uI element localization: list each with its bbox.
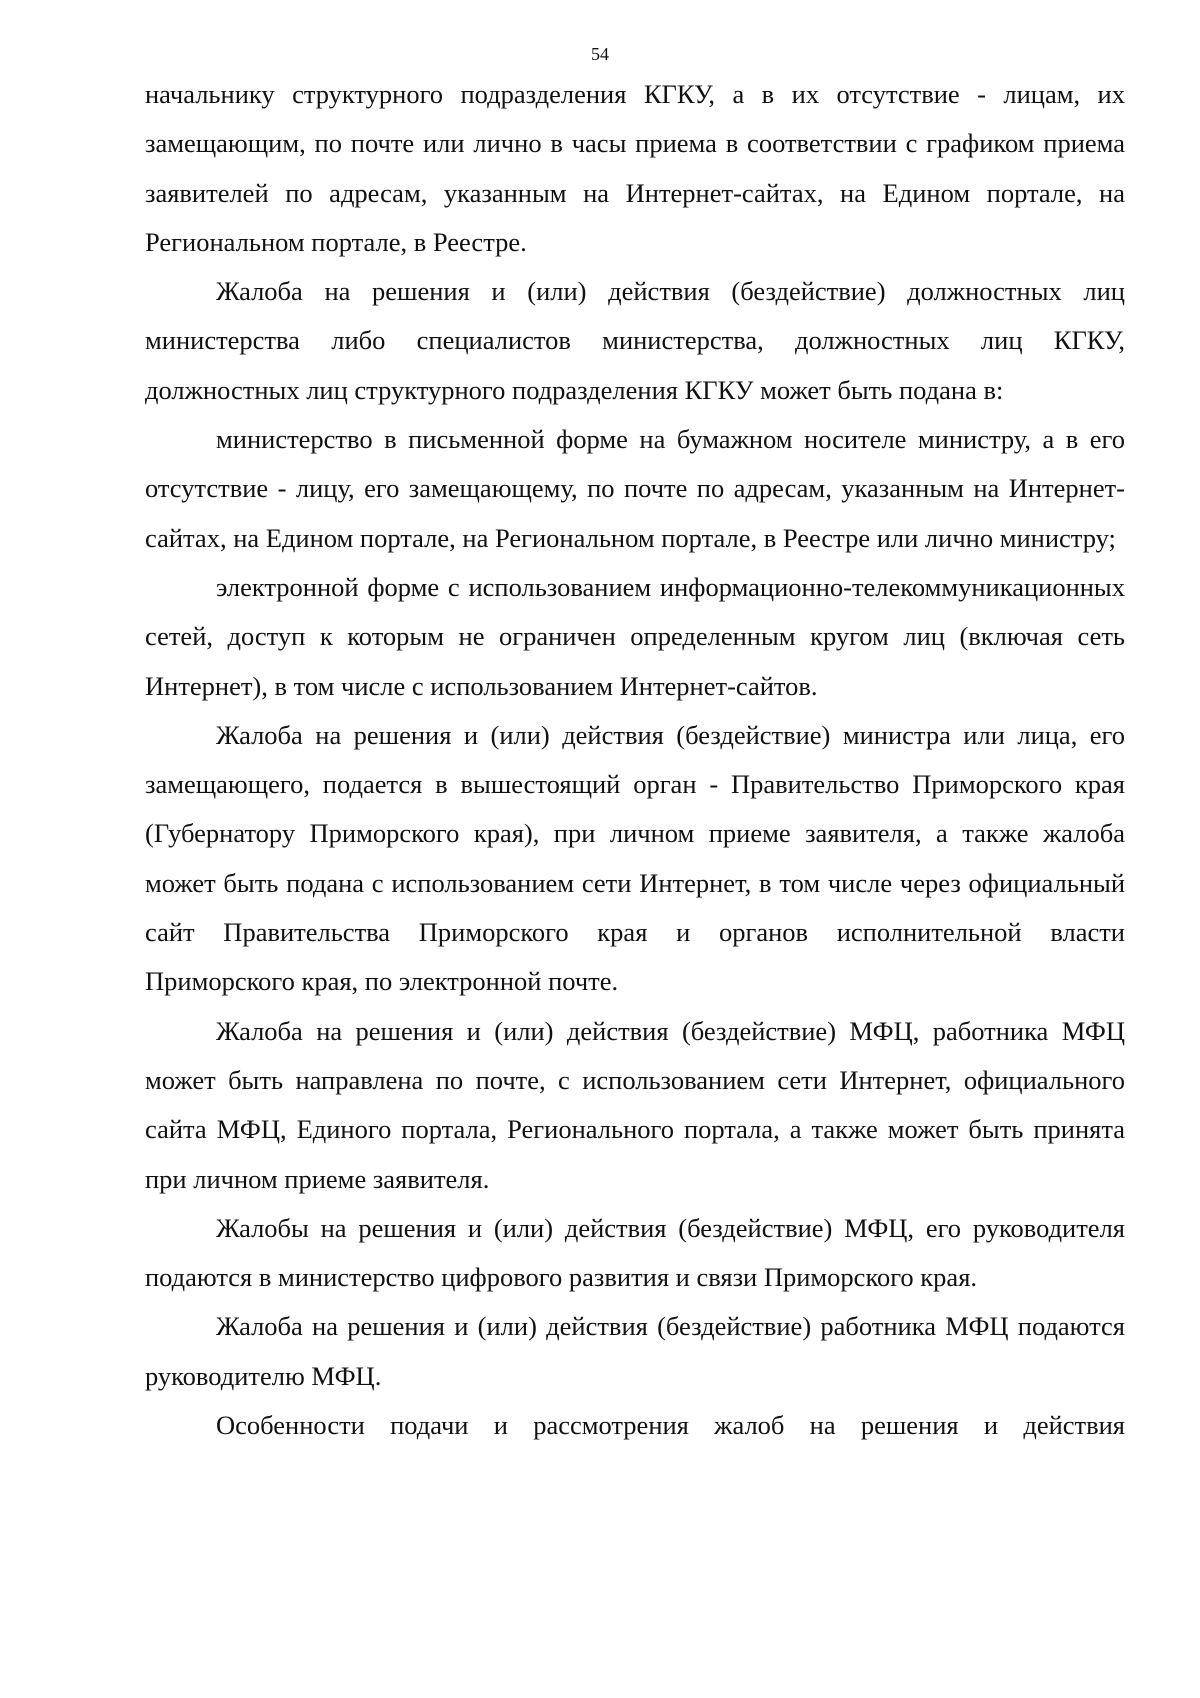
paragraph-continuation: начальнику структурного подразделения КГКУ, а в их отсутствие - лицам, их замещающим, по почте или лично в часы приема в соответствии с графиком приема заявителей по адресам, указанным на Интернет-сайтах, на Едином портале, на Региональном портале, в Реестре. xyxy=(145,79,1125,257)
paragraph-electronic-form: электронной форме с использованием информационно-телекоммуникационных сетей, доступ к которым не ограничен определенным кругом лиц (включая сеть Интернет), в том числе с использованием Интернет-сайтов. xyxy=(145,571,1125,701)
paragraph-complaint-minister: Жалоба на решения и (или) действия (бездействие) министра или лица, его замещающего, подается в вышестоящий орган - Правительство Приморского края (Губернатору Приморского края), при личном приеме заявителя, а также жалоба может быть подана с использованием сети Интернет, в том числе через официальный сайт Правительства Приморского края и органов исполнительной власти Приморского края, по электронной почте. xyxy=(145,719,1125,997)
paragraph-complaint-mfc: Жалоба на решения и (или) действия (бездействие) МФЦ, работника МФЦ может быть направлена по почте, с использованием сети Интернет, официального сайта МФЦ, Единого портала, Регионального портала, а также может быть принята при личном приеме заявителя. xyxy=(145,1015,1125,1194)
paragraph-features: Особенности подачи и рассмотрения жалоб на решения и действия xyxy=(216,1410,1125,1441)
paragraph-complaint-mfc-head: Жалобы на решения и (или) действия (бездействие) МФЦ, его руководителя подаются в министерство цифрового развития и связи Приморского края. xyxy=(145,1212,1125,1293)
page-number: 54 xyxy=(591,44,609,64)
paragraph-ministry-written: министерство в письменной форме на бумажном носителе министру, а в его отсутствие - лицу, его замещающему, по почте по адресам, указанным на Интернет-сайтах, на Едином портале, на Региональном портале, в Реестре или лично министру; xyxy=(145,424,1125,553)
paragraph-complaint-mfc-worker: Жалоба на решения и (или) действия (бездействие) работника МФЦ подаются руководителю МФЦ. xyxy=(145,1311,1125,1391)
document-body xyxy=(145,70,1125,1450)
paragraph-complaint-officials: Жалоба на решения и (или) действия (бездействие) должностных лиц министерства либо специалистов министерства, должностных лиц КГКУ, должностных лиц структурного подразделения КГКУ может быть подана в: xyxy=(145,276,1125,405)
